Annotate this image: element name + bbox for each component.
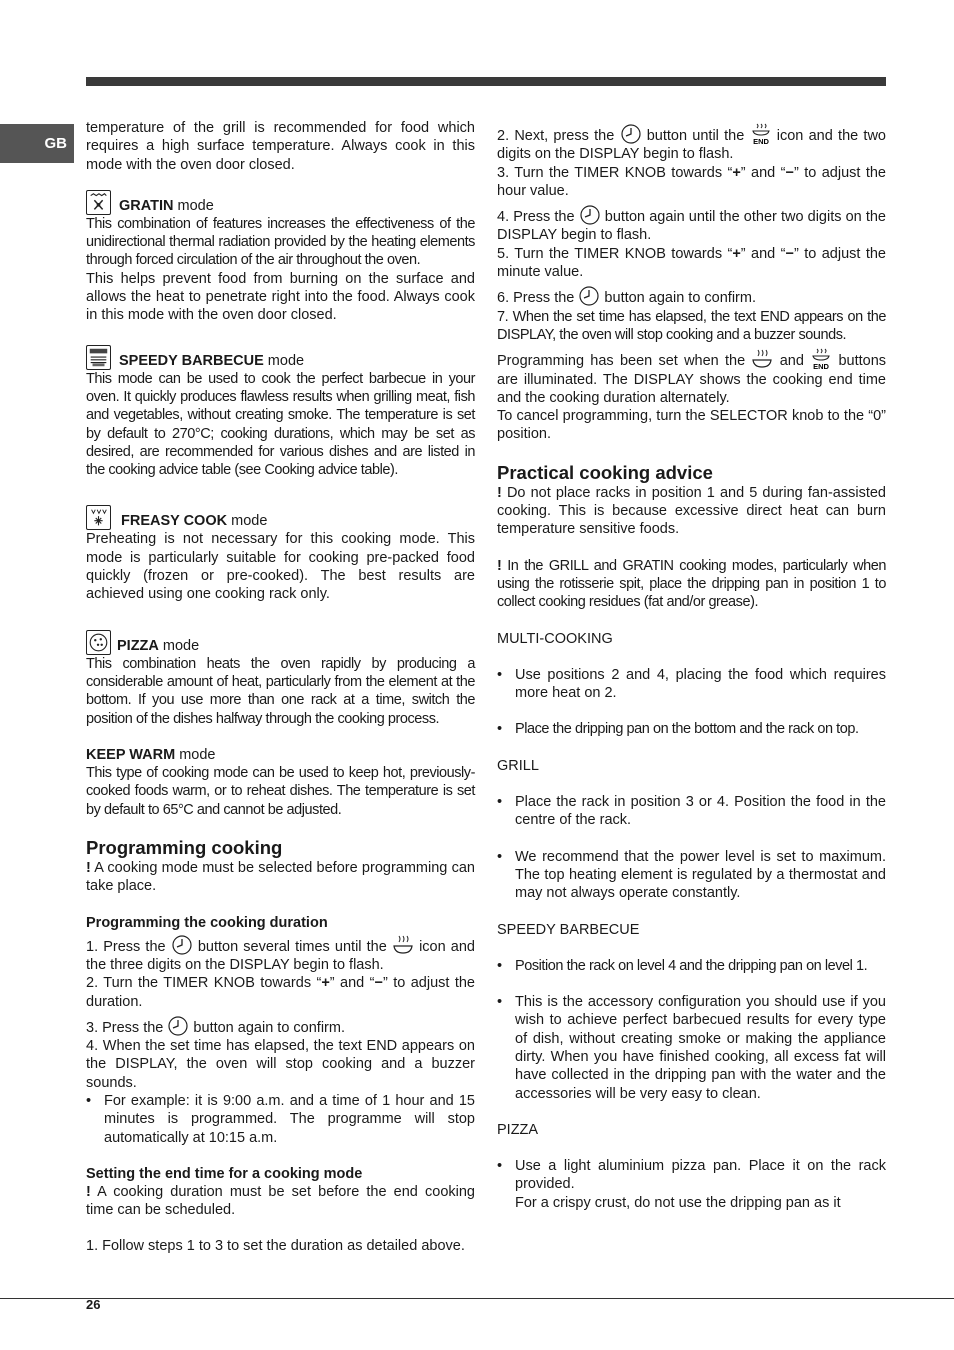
end-step-4: 4. Press the button again until the other two digits on the DISPLAY begin to flash.	[497, 204, 886, 245]
keepwarm-title: KEEP WARM	[86, 746, 176, 763]
timer-button-icon	[167, 1015, 189, 1037]
gratin-mode-icon	[86, 190, 111, 215]
speedy-barbecue-icon	[86, 345, 111, 370]
timer-button-icon	[620, 123, 642, 145]
grill-title: GRILL	[497, 757, 539, 774]
end-step-5: 5. Turn the TIMER KNOB towards “+” and “−” to adjust the minute value.	[497, 245, 886, 281]
list-item: • We recommend that the power level is set to maximum. The top heating element is regulated by a thermostat and may not always operate constantly.	[497, 848, 886, 902]
end-time-icon	[810, 348, 832, 370]
freasy-heading	[86, 505, 475, 530]
freasy-cook-icon	[86, 505, 111, 530]
gratin-paragraph-1: This combination of features increases the effectiveness of the unidirectional thermal radiation provided by the heating elements through forced circulation of the air throughout the oven.	[86, 215, 475, 269]
cooking-duration-icon	[751, 348, 773, 370]
gratin-paragraph-2: This helps prevent food from burning on the surface and allows the heat to penetrate right into the food. Always cook in this mode with the oven door closed.	[86, 270, 475, 324]
gratin-heading	[86, 190, 475, 215]
gratin-suffix: mode	[173, 197, 214, 214]
intro-paragraph: temperature of the grill is recommended for food which requires a high surface temperature. Always cook in this mode with the oven door closed.	[86, 120, 475, 173]
end-step-3: 3. Turn the TIMER KNOB towards “+” and “−” to adjust the hour value.	[497, 164, 886, 199]
duration-heading: Programming the cooking duration	[86, 914, 328, 931]
cooking-duration-icon	[392, 934, 414, 956]
speedy-paragraph: This mode can be used to cook the perfect barbecue in your oven. It quickly produces flawless results when grilling meat, fish and vegetables, without creating smoke. The temperature is set by default to 270°C; cooking durations, which may be set as desired, are recommended for various dishes and are listed in the cooking advice table (see Cooking advice table).	[86, 370, 475, 479]
end-time-icon	[750, 123, 772, 145]
svg-text:END: END	[752, 137, 769, 145]
cancel-paragraph: To cancel programming, turn the SELECTOR knob to the “0” position.	[497, 408, 886, 443]
programming-note: ! A cooking mode must be selected before programming can take place.	[86, 860, 475, 895]
pizza-heading	[86, 630, 475, 655]
right-column	[497, 123, 886, 1212]
endtime-note: ! A cooking duration must be set before the end cooking time can be scheduled.	[86, 1183, 475, 1219]
list-item: • Use a light aluminium pizza pan. Place it on the rack provided. For a crispy crust, do not use the dripping pan as it	[497, 1158, 886, 1211]
pizza-paragraph: This combination heats the oven rapidly by producing a considerable amount of heat, particularly from the element at the bottom. If you use more than one rack at a time, switch the position of the dishes halfway through the cooking process.	[86, 655, 475, 727]
pizza-suffix: mode	[158, 637, 200, 654]
programming-status: Programming has been set when the and END buttons are illuminated. The DISPLAY shows the cooking end time and the cooking duration alternately.	[497, 348, 886, 407]
end-step-7: 7. When the set time has elapsed, the text END appears on the DISPLAY, the oven will stop cooking and a buzzer sounds.	[497, 308, 886, 343]
timer-button-icon	[579, 204, 601, 226]
list-item: • For example: it is 9:00 a.m. and a time of 1 hour and 15 minutes is programmed. The programme will stop automatically at 10:15 a.m.	[86, 1092, 475, 1146]
page-number: 26	[86, 1297, 101, 1312]
end-step-2: 2. Next, press the button until the END icon and the two digits on the DISPLAY begin to flash.	[497, 123, 886, 164]
speedy-heading	[86, 345, 475, 370]
note-mark: !	[86, 860, 91, 877]
advice-heading: Practical cooking advice	[497, 461, 713, 483]
end-step-6: 6. Press the button again to confirm.	[497, 285, 886, 307]
multi-title: MULTI-COOKING	[497, 630, 613, 647]
language-tab: GB	[0, 124, 74, 163]
speedy-title-right: SPEEDY BARBECUE	[497, 921, 640, 938]
footer-rule	[0, 1298, 954, 1299]
duration-step-2: 2. Turn the TIMER KNOB towards “+” and “−” to adjust the duration.	[86, 975, 475, 1010]
freasy-suffix: mode	[227, 513, 268, 530]
keepwarm-suffix: mode	[175, 746, 216, 763]
svg-text:END: END	[813, 362, 830, 371]
keepwarm-paragraph: This type of cooking mode can be used to keep hot, previously-cooked foods warm, or to reheat dishes. The temperature is set by default to 65°C and cannot be adjusted.	[86, 765, 475, 818]
endtime-heading: Setting the end time for a cooking mode	[86, 1165, 363, 1182]
duration-step-4: 4. When the set time has elapsed, the text END appears on the DISPLAY, the oven will stop cooking and a buzzer sounds.	[86, 1038, 475, 1091]
list-item: • Position the rack on level 4 and the dripping pan on level 1.	[497, 957, 868, 974]
advice-note-2: ! In the GRILL and GRATIN cooking modes, particularly when using the rotisserie spit, place the dripping pan in position 1 to collect cooking residues (fat and/or grease).	[497, 557, 886, 611]
list-item: • Place the rack in position 3 or 4. Position the food in the centre of the rack.	[497, 794, 886, 829]
pizza-mode-icon	[86, 630, 111, 655]
duration-step-3: 3. Press the button again to confirm.	[86, 1015, 475, 1037]
pizza-title-right: PIZZA	[497, 1121, 539, 1138]
pizza-title: PIZZA	[117, 637, 159, 654]
header-rule	[86, 77, 886, 86]
list-item: • Place the dripping pan on the bottom and the rack on top.	[497, 721, 859, 738]
speedy-suffix: mode	[263, 352, 305, 369]
freasy-title: FREASY COOK	[121, 513, 228, 530]
freasy-paragraph: Preheating is not necessary for this cooking mode. This mode is particularly suitable for cooking pre-packed food quickly (frozen or pre-cooked). The best results are achieved using one cooking rack only.	[86, 531, 475, 603]
timer-button-icon	[578, 285, 600, 307]
endtime-step-1: 1. Follow steps 1 to 3 to set the duration as detailed above.	[86, 1238, 465, 1255]
duration-step-1: 1. Press the button several times until the icon and the three digits on the DISPLAY begin to flash.	[86, 934, 475, 975]
list-item: • This is the accessory configuration you should use if you wish to achieve perfect barbecued results for every type of dish, without creating smoke or making the appliance dirty. When you have finished cooking, all excess fat will have collected in the dripping pan with the water and the accessories will be very easy to clean.	[497, 994, 886, 1102]
programming-heading: Programming cooking	[86, 837, 283, 859]
left-column	[86, 119, 475, 1256]
speedy-title: SPEEDY BARBECUE	[119, 352, 264, 369]
gratin-title: GRATIN	[119, 197, 174, 214]
list-item: • Use positions 2 and 4, placing the food which requires more heat on 2.	[497, 666, 886, 702]
timer-button-icon	[171, 934, 193, 956]
advice-note-1: ! Do not place racks in position 1 and 5 during fan-assisted cooking. This is because excessive direct heat can burn temperature sensitive foods.	[497, 484, 886, 538]
